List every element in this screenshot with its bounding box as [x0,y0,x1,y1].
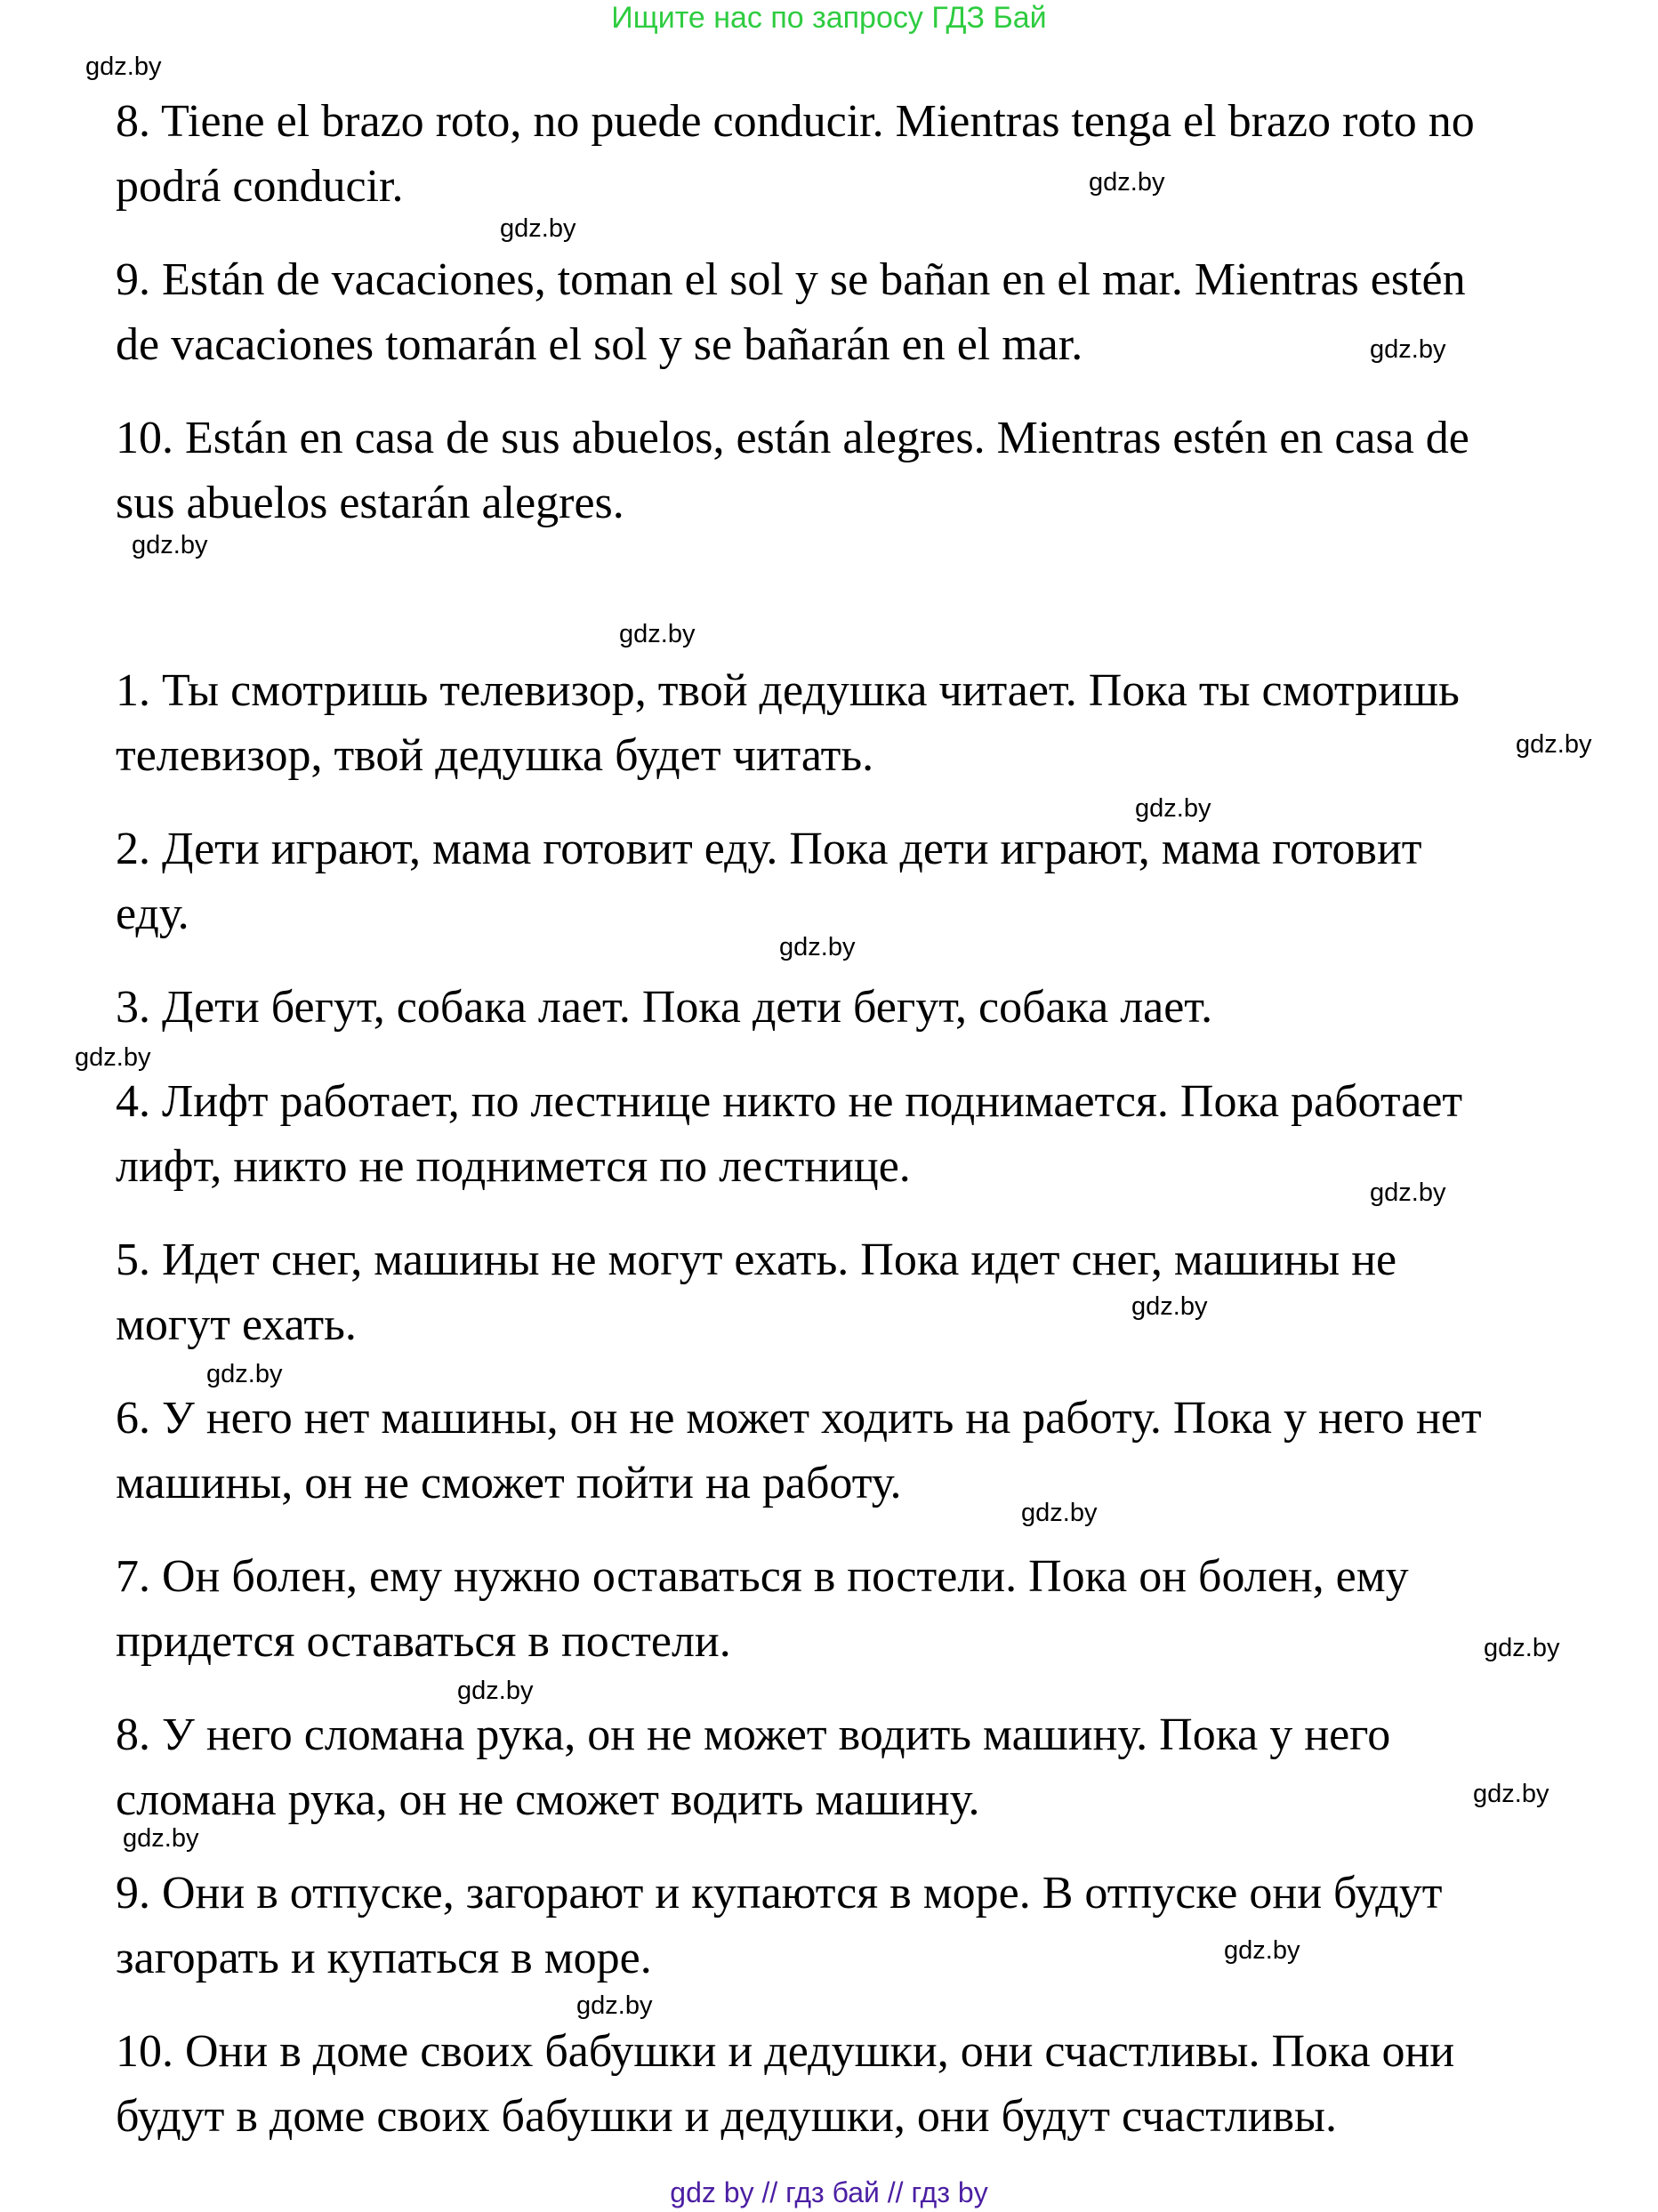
item-line: de vacaciones tomarán el sol y se bañarán en el mar. [116,319,1083,370]
top-banner: Ищите нас по запросу ГДЗ Бай [611,1,1047,35]
item-line: машины, он не сможет пойти на работу. [116,1458,902,1508]
item-line: лифт, никто не поднимется по лестнице. [116,1141,911,1192]
spanish-item-9 [116,247,1658,377]
russian-item-3 [116,975,1658,1040]
watermark: gdz.by [1021,1499,1098,1527]
item-line: 8. Tiene el brazo roto, no puede conducir. Mientras tenga el brazo roto no [116,96,1475,147]
russian-item-5 [116,1227,1658,1357]
watermark: gdz.by [132,531,208,559]
russian-item-8 [116,1702,1658,1832]
spanish-item-10 [116,406,1658,535]
item-line: загорать и купаться в море. [116,1933,652,1983]
item-line: 2. Дети играют, мама готовит еду. Пока дети играют, мама готовит [116,824,1422,874]
watermark: gdz.by [576,1991,653,2020]
watermark: gdz.by [123,1824,199,1853]
watermark: gdz.by [1516,730,1592,759]
watermark: gdz.by [500,214,576,243]
russian-item-6 [116,1386,1658,1516]
item-line: 10. Они в доме своих бабушки и дедушки, они счастливы. Пока они [116,2026,1455,2077]
russian-item-1 [116,658,1658,788]
item-line: могут ехать. [116,1299,357,1350]
watermark: gdz.by [1131,1292,1208,1321]
item-line: 3. Дети бегут, собака лает. Пока дети бегут, собака лает. [116,982,1213,1033]
russian-item-7 [116,1544,1658,1674]
item-line: 9. Они в отпуске, загорают и купаются в море. В отпуске они будут [116,1868,1443,1918]
watermark: gdz.by [1473,1780,1549,1808]
russian-item-10 [116,2019,1658,2149]
footer-links[interactable]: gdz by // гдз бай // гдз by [670,2176,988,2208]
item-line: podrá conducir. [116,161,404,212]
item-line: 8. У него сломана рука, он не может водить машину. Пока у него [116,1709,1391,1760]
item-line: будут в доме своих бабушки и дедушки, они будут счастливы. [116,2091,1337,2142]
watermark: gdz.by [779,933,856,961]
watermark: gdz.by [1089,168,1165,197]
item-line: 9. Están de vacaciones, toman el sol y se bañan en el mar. Mientras estén [116,254,1466,305]
item-line: 7. Он болен, ему нужно оставаться в постели. Пока он болен, ему [116,1551,1409,1602]
watermark: gdz.by [619,620,696,648]
item-line: телевизор, твой дедушка будет читать. [116,730,874,781]
spanish-item-8 [116,89,1658,219]
item-line: сломана рука, он не сможет водить машину. [116,1774,980,1825]
watermark: gdz.by [1370,1178,1446,1207]
russian-item-4 [116,1069,1658,1199]
watermark: gdz.by [457,1677,534,1705]
watermark: gdz.by [1370,335,1446,364]
item-line: еду. [116,889,189,939]
item-line: 10. Están en casa de sus abuelos, están alegres. Mientras estén en casa de [116,413,1469,463]
watermark: gdz.by [85,52,162,81]
item-line: sus abuelos estarán alegres. [116,478,624,528]
item-line: 6. У него нет машины, он не может ходить на работу. Пока у него нет [116,1393,1482,1444]
watermark: gdz.by [1224,1936,1300,1965]
item-line: 1. Ты смотришь телевизор, твой дедушка читает. Пока ты смотришь [116,665,1460,716]
russian-item-2 [116,816,1658,946]
watermark: gdz.by [75,1043,151,1072]
item-line: 5. Идет снег, машины не могут ехать. Пока идет снег, машины не [116,1235,1397,1285]
russian-item-9 [116,1861,1658,1991]
watermark: gdz.by [206,1360,283,1388]
item-line: придется оставаться в постели. [116,1616,731,1667]
item-line: 4. Лифт работает, по лестнице никто не поднимается. Пока работает [116,1076,1463,1127]
watermark: gdz.by [1135,794,1211,823]
watermark: gdz.by [1484,1634,1560,1662]
